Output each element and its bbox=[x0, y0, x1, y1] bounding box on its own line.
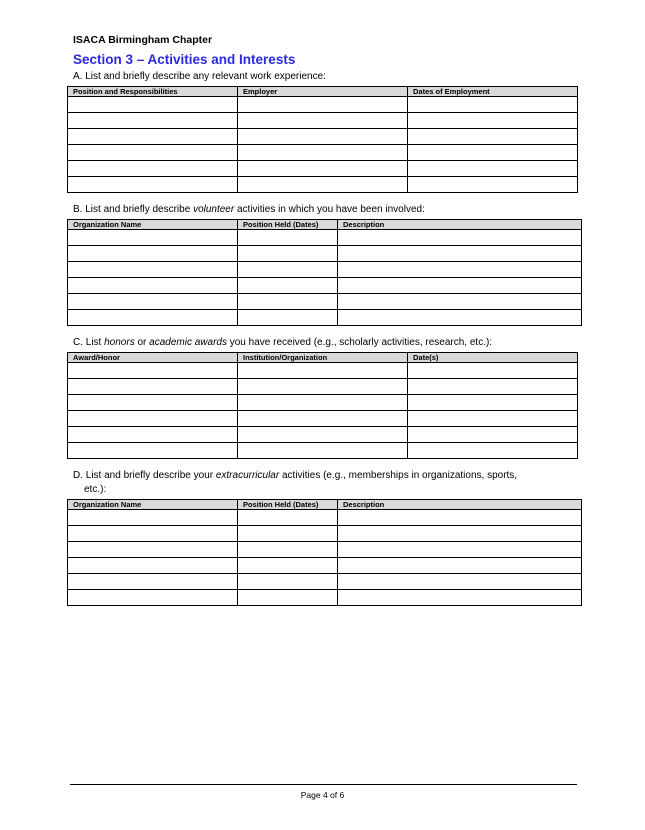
table-cell[interactable] bbox=[68, 177, 238, 193]
table-cell[interactable] bbox=[68, 230, 238, 246]
prompt-b bbox=[73, 203, 425, 217]
table-row bbox=[68, 590, 582, 606]
table-cell[interactable] bbox=[68, 411, 238, 427]
table-cell[interactable] bbox=[68, 443, 238, 459]
table-cell[interactable] bbox=[238, 510, 338, 526]
table-cell[interactable] bbox=[68, 427, 238, 443]
page-number: Page 4 of 6 bbox=[300, 790, 345, 800]
col-institution-organization: Institution/Organization bbox=[238, 353, 408, 363]
col-organization-name: Organization Name bbox=[68, 220, 238, 230]
col-organization-name: Organization Name bbox=[68, 500, 238, 510]
table-cell[interactable] bbox=[68, 510, 238, 526]
table-cell[interactable] bbox=[408, 443, 578, 459]
table-row bbox=[68, 574, 582, 590]
table-cell[interactable] bbox=[238, 145, 408, 161]
prompt-c-emphasis-awards: academic awards bbox=[149, 337, 227, 348]
table-row bbox=[68, 294, 582, 310]
table-cell[interactable] bbox=[238, 379, 408, 395]
section-title: Section 3 – Activities and Interests bbox=[73, 52, 296, 67]
table-cell[interactable] bbox=[238, 262, 338, 278]
table-cell[interactable] bbox=[338, 230, 582, 246]
table-cell[interactable] bbox=[338, 510, 582, 526]
table-cell[interactable] bbox=[238, 310, 338, 326]
col-description: Description bbox=[338, 220, 582, 230]
table-row bbox=[68, 510, 582, 526]
table-row bbox=[68, 177, 578, 193]
table-cell[interactable] bbox=[338, 590, 582, 606]
table-row bbox=[68, 542, 582, 558]
table-cell[interactable] bbox=[238, 363, 408, 379]
table-cell[interactable] bbox=[68, 129, 238, 145]
table-cell[interactable] bbox=[238, 129, 408, 145]
table-cell[interactable] bbox=[238, 246, 338, 262]
table-cell[interactable] bbox=[408, 97, 578, 113]
footer-divider bbox=[70, 784, 577, 785]
prompt-c-text-end: you have received (e.g., scholarly activities, research, etc.): bbox=[226, 337, 493, 348]
table-row bbox=[68, 310, 582, 326]
table-row bbox=[68, 395, 578, 411]
table-row bbox=[68, 278, 582, 294]
prompt-d-text: D. List and briefly describe your bbox=[73, 470, 216, 481]
table-cell[interactable] bbox=[238, 558, 338, 574]
table-cell[interactable] bbox=[238, 294, 338, 310]
table-cell[interactable] bbox=[68, 379, 238, 395]
chapter-name: ISACA Birmingham Chapter bbox=[73, 34, 213, 46]
table-row bbox=[68, 443, 578, 459]
table-cell[interactable] bbox=[238, 230, 338, 246]
table-row bbox=[68, 230, 582, 246]
table-row bbox=[68, 558, 582, 574]
prompt-d bbox=[73, 469, 517, 497]
prompt-c-text-mid: or bbox=[134, 337, 150, 348]
prompt-d-text-end: activities (e.g., memberships in organizations, sports, bbox=[279, 470, 518, 481]
table-cell[interactable] bbox=[408, 161, 578, 177]
col-dates-employment: Dates of Employment bbox=[408, 87, 578, 97]
table-row bbox=[68, 427, 578, 443]
table-cell[interactable] bbox=[338, 310, 582, 326]
table-cell[interactable] bbox=[238, 427, 408, 443]
prompt-d-text-line2: etc.): bbox=[84, 484, 107, 495]
table-row bbox=[68, 113, 578, 129]
col-description: Description bbox=[338, 500, 582, 510]
table-cell[interactable] bbox=[338, 262, 582, 278]
table-cell[interactable] bbox=[238, 590, 338, 606]
table-cell[interactable] bbox=[408, 177, 578, 193]
table-cell[interactable] bbox=[408, 129, 578, 145]
table-cell[interactable] bbox=[408, 145, 578, 161]
table-cell[interactable] bbox=[238, 161, 408, 177]
prompt-b-emphasis: volunteer bbox=[193, 204, 235, 215]
table-cell[interactable] bbox=[68, 310, 238, 326]
prompt-d-emphasis: extracurricular bbox=[215, 470, 280, 481]
table-cell[interactable] bbox=[408, 427, 578, 443]
col-employer: Employer bbox=[238, 87, 408, 97]
table-cell[interactable] bbox=[238, 443, 408, 459]
table-extracurricular bbox=[67, 499, 582, 606]
table-row bbox=[68, 379, 578, 395]
table-cell[interactable] bbox=[68, 161, 238, 177]
table-cell[interactable] bbox=[68, 113, 238, 129]
table-cell[interactable] bbox=[408, 113, 578, 129]
col-position-held: Position Held (Dates) bbox=[238, 500, 338, 510]
table-cell[interactable] bbox=[238, 411, 408, 427]
table-cell[interactable] bbox=[68, 97, 238, 113]
table-cell[interactable] bbox=[238, 278, 338, 294]
table-cell[interactable] bbox=[408, 395, 578, 411]
table-cell[interactable] bbox=[238, 177, 408, 193]
table-row bbox=[68, 246, 582, 262]
table-cell[interactable] bbox=[68, 294, 238, 310]
table-cell[interactable] bbox=[68, 526, 238, 542]
prompt-a: A. List and briefly describe any relevant work experience: bbox=[73, 71, 326, 82]
table-cell[interactable] bbox=[238, 113, 408, 129]
table-row bbox=[68, 363, 578, 379]
table-cell[interactable] bbox=[68, 278, 238, 294]
table-cell[interactable] bbox=[68, 246, 238, 262]
table-cell[interactable] bbox=[338, 574, 582, 590]
col-award-honor: Award/Honor bbox=[68, 353, 238, 363]
table-cell[interactable] bbox=[238, 542, 338, 558]
table-volunteer bbox=[67, 219, 582, 326]
table-row bbox=[68, 129, 578, 145]
table-cell[interactable] bbox=[338, 526, 582, 542]
table-cell[interactable] bbox=[408, 363, 578, 379]
prompt-c-text: C. List bbox=[73, 337, 105, 348]
table-cell[interactable] bbox=[338, 294, 582, 310]
table-cell[interactable] bbox=[68, 145, 238, 161]
table-cell[interactable] bbox=[338, 558, 582, 574]
table-cell[interactable] bbox=[338, 542, 582, 558]
table-cell[interactable] bbox=[238, 574, 338, 590]
table-row bbox=[68, 161, 578, 177]
table-cell[interactable] bbox=[238, 97, 408, 113]
table-row bbox=[68, 411, 578, 427]
table-cell[interactable] bbox=[408, 411, 578, 427]
table-cell[interactable] bbox=[68, 395, 238, 411]
prompt-c bbox=[73, 336, 492, 350]
table-cell[interactable] bbox=[338, 278, 582, 294]
table-honors-awards bbox=[67, 352, 578, 459]
table-cell[interactable] bbox=[338, 246, 582, 262]
col-dates: Date(s) bbox=[408, 353, 578, 363]
table-row bbox=[68, 526, 582, 542]
table-work-experience bbox=[67, 86, 578, 193]
table-row bbox=[68, 97, 578, 113]
table-cell[interactable] bbox=[68, 558, 238, 574]
col-position-held: Position Held (Dates) bbox=[238, 220, 338, 230]
table-cell[interactable] bbox=[238, 526, 338, 542]
table-row bbox=[68, 262, 582, 278]
table-cell[interactable] bbox=[68, 574, 238, 590]
prompt-c-emphasis-honors: honors bbox=[104, 337, 135, 348]
prompt-b-text: B. List and briefly describe bbox=[73, 204, 194, 215]
table-cell[interactable] bbox=[408, 379, 578, 395]
table-cell[interactable] bbox=[68, 363, 238, 379]
col-position-responsibilities: Position and Responsibilities bbox=[68, 87, 238, 97]
table-cell[interactable] bbox=[68, 590, 238, 606]
table-cell[interactable] bbox=[238, 395, 408, 411]
table-cell[interactable] bbox=[68, 542, 238, 558]
prompt-b-text-end: activities in which you have been involved: bbox=[234, 204, 425, 215]
table-row bbox=[68, 145, 578, 161]
table-cell[interactable] bbox=[68, 262, 238, 278]
